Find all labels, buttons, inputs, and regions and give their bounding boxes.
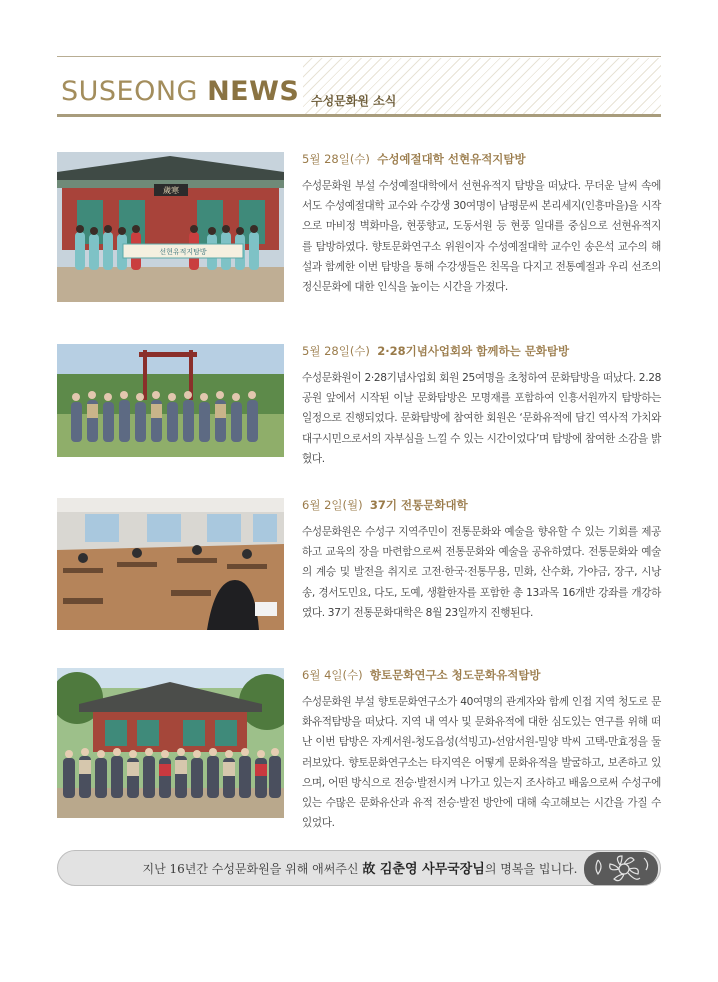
news-header: [57, 56, 661, 118]
memorial-prefix: 지난 16년간 수성문화원을 위해 애써주신: [142, 862, 363, 876]
article-heading-2: 2·28기념사업회와 함께하는 문화탐방: [377, 344, 570, 358]
article-heading-4: 향토문화연구소 청도문화유적탐방: [369, 668, 541, 682]
memorial-banner: [57, 850, 661, 886]
article-date-2: 5월 28일(수): [302, 344, 370, 358]
flower-ornament-icon: [584, 852, 658, 886]
news-article-1: [57, 152, 661, 307]
section-subtitle: 수성문화원 소식: [311, 94, 397, 108]
article-photo-4: [57, 668, 284, 818]
article-title-4: [302, 667, 541, 683]
article-title-2: [302, 343, 569, 359]
article-heading-1: 수성예절대학 선현유적지탐방: [377, 152, 526, 166]
memorial-name: 故 김춘영 사무국장님: [362, 862, 485, 877]
news-article-3: [57, 498, 661, 633]
section-title-light: SUSEONG: [61, 76, 208, 107]
article-date-1: 5월 28일(수): [302, 152, 370, 166]
article-body-4: 수성문화원 부설 향토문화연구소가 40여명의 관계자와 함께 인접 지역 청도로 문화유적탐방을 떠났다. 지역 내 역사 및 문화유적에 대한 심도있는 연구를 위해 떠난 이번 탐방은 자계서원-청도읍성(석빙고)-선암서원-밀양 박씨 고택-만효정을 둘러보았다. 향토문화연구소는 타지역은 어떻게 문화유적을 발굴하고, 보존하고 있으며, 어떤 방식으로 전승·발전시켜 나가고 있는지 조사하고 배움으로써 수성구에 있는 수많은 문화유산과 유적 전승·발전 방안에 대해 숙고해보는 시간을 가질 수 있었다.: [302, 696, 661, 830]
article-photo-3: [57, 498, 284, 630]
news-article-2: [57, 344, 661, 465]
article-title-1: [302, 151, 526, 167]
article-date-4: 6월 4일(수): [302, 668, 363, 682]
article-heading-3: 37기 전통문화대학: [369, 498, 468, 512]
article-body-1: 수성문화원 부설 수성예절대학에서 선현유적지 탐방을 떠났다. 무더운 날씨 속에서도 수성예절대학 교수와 수강생 30여명이 남평문씨 본리세지(인흥마을)을 시작으로 마비정 벽화마을, 현풍향교, 도동서원 등 현풍 일대를 중심으로 선현유적지를 탐방하였다. 향토문화연구소 위원이자 수성예절대학 교수인 송은석 교수의 해설과 함께한 이번 탐방을 통해 수강생들은 친목을 다지고 전통예절과 우리 선조의 정신문화에 대한 인식을 높이는 시간을 가졌다.: [302, 180, 661, 294]
news-article-4: [57, 668, 661, 830]
memorial-suffix: 의 명복을 빕니다.: [484, 862, 578, 876]
memorial-text: [58, 851, 661, 886]
photo-banner-text: 선현유적지탐방: [159, 248, 207, 256]
article-photo-2: [57, 344, 284, 457]
photo-sign-text: 歲寒: [163, 186, 179, 195]
section-title: [61, 76, 299, 107]
header-top-rule: [57, 56, 661, 57]
section-title-bold: NEWS: [207, 76, 300, 107]
article-body-3: 수성문화원은 수성구 지역주민이 전통문화와 예술을 향유할 수 있는 기회를 제공하고 교육의 장을 마련함으로써 전통문화와 예술을 공유하였다. 전통문화와 예술의 계승 및 발전을 취지로 고전·한국·전통무용, 민화, 산수화, 가야금, 장구, 시낭송, 경서도민요, 다도, 도예, 생활한자를 포함한 총 13과목 16개반 강좌를 개강하였다. 37기 전통문화대학은 8월 23일까지 진행된다.: [302, 526, 661, 619]
article-date-3: 6월 2일(월): [302, 498, 363, 512]
article-photo-1: [57, 152, 284, 302]
header-bottom-rule: [57, 114, 661, 117]
article-title-3: [302, 497, 468, 513]
article-body-2: 수성문화원이 2·28기념사업회 회원 25여명을 초청하여 문화탐방을 떠났다. 2.28 공원 앞에서 시작된 이날 문화탐방은 모명재를 포함하여 인흥서원까지 탐방하는 일정으로 진행되었다. 문화탐방에 참여한 회원은 ‘문화유적에 담긴 역사적 가치와 대구시민으로서의 자부심을 느낄 수 있는 시간이었다’며 탐방에 참여한 소감을 밝혔다.: [302, 372, 661, 465]
